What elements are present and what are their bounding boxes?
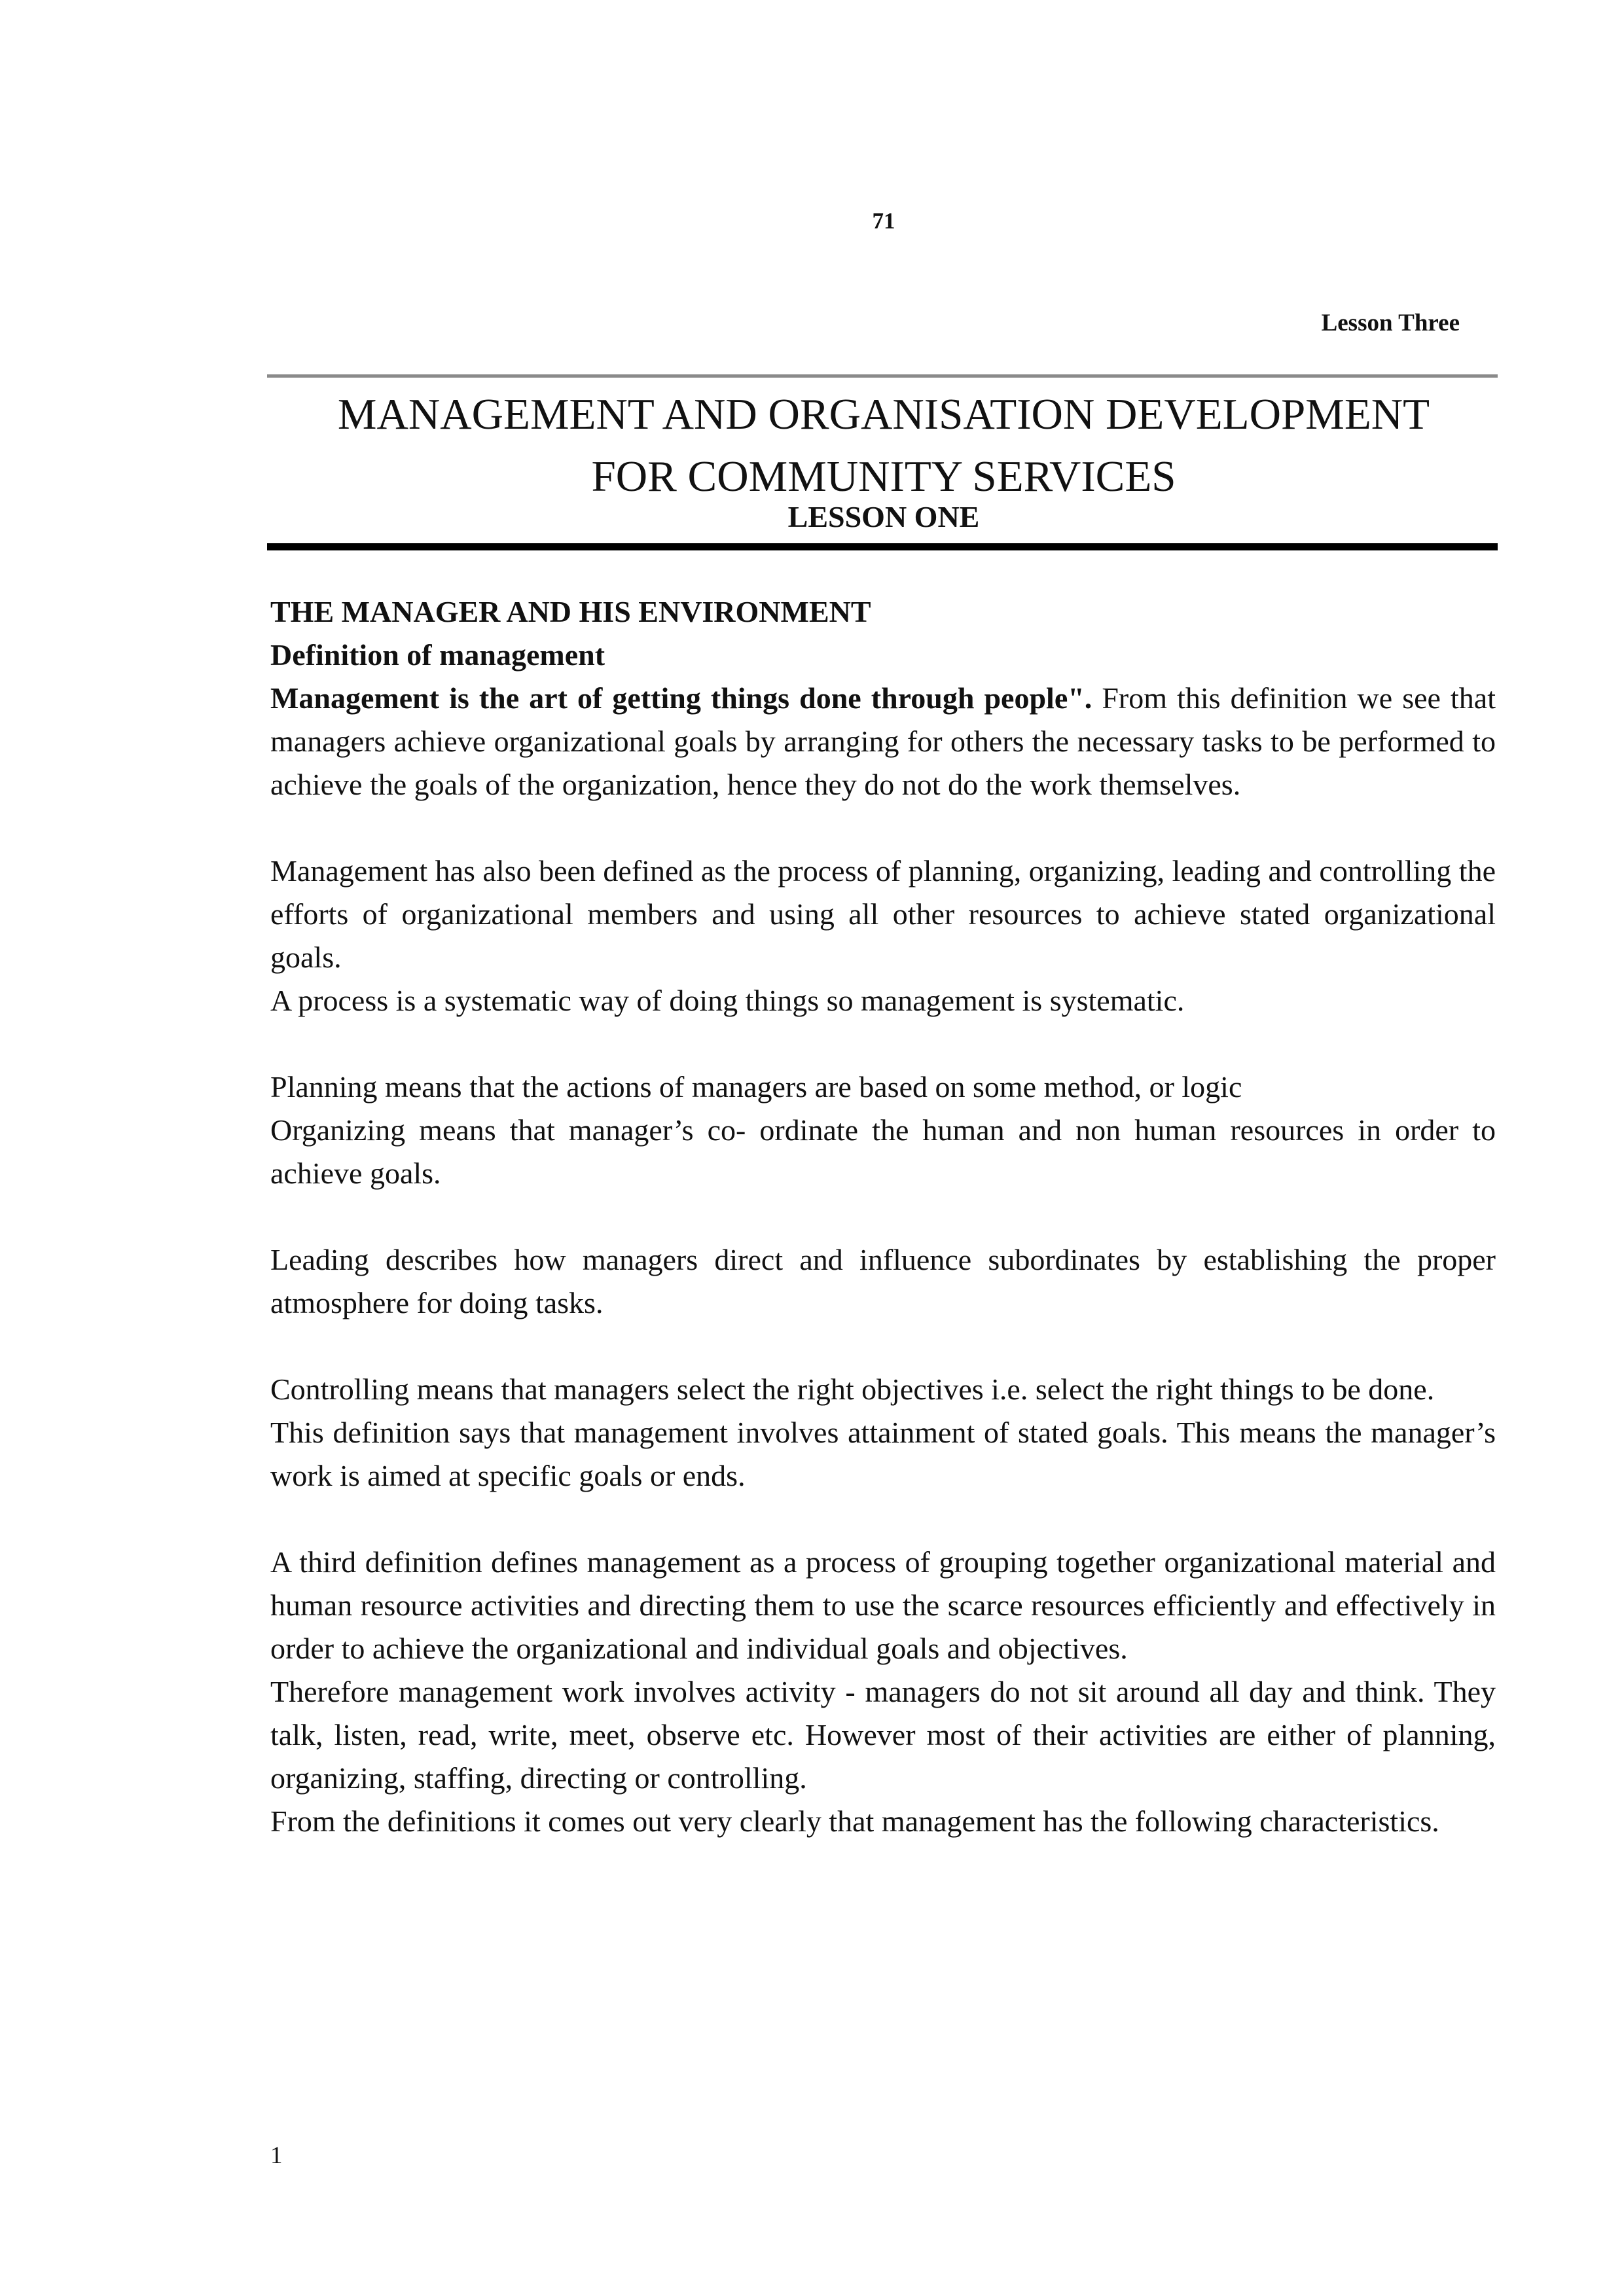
section-subheading: Definition of management	[270, 638, 605, 672]
title-line-1: MANAGEMENT AND ORGANISATION DEVELOPMENT	[337, 390, 1430, 439]
definition-paragraph	[270, 677, 1496, 806]
lesson-label: Lesson Three	[1321, 310, 1460, 336]
paragraph: Organizing means that manager’s co- ordinate the human and non human resources in order to achieve goals.	[270, 1113, 1496, 1190]
definition-rest: From this definition we see that managers achieve organizational goals by arranging for others the necessary tasks to be performed to achieve the goals of the organization, hence they do not do the work themselves.	[270, 681, 1496, 801]
paragraph: From the definitions it comes out very clearly that management has the following characteristics.	[270, 1804, 1439, 1838]
paragraph: Controlling means that managers select the right objectives i.e. select the right things to be done.	[270, 1372, 1435, 1406]
paragraph: A process is a systematic way of doing things so management is systematic.	[270, 984, 1185, 1017]
paragraph: This definition says that management involves attainment of stated goals. This means the manager’s work is aimed at specific goals or ends.	[270, 1416, 1496, 1492]
lesson-subtitle: LESSON ONE	[787, 500, 980, 533]
document-body	[270, 590, 1496, 1843]
paragraph: Planning means that the actions of managers are based on some method, or logic	[270, 1070, 1242, 1103]
section-heading: THE MANAGER AND HIS ENVIRONMENT	[270, 595, 871, 628]
page-number-top: 71	[872, 208, 895, 234]
divider-thick	[267, 543, 1498, 550]
paragraph: Management has also been defined as the process of planning, organizing, leading and controlling the efforts of organizational members and using all other resources to achieve stated organizational goals.	[270, 854, 1496, 974]
page-number-bottom: 1	[270, 2142, 283, 2169]
divider-thin	[267, 374, 1498, 378]
paragraph: A third definition defines management as a process of grouping together organizational material and human resource activities and directing them to use the scarce resources efficiently and effectively in order to achieve the organizational and individual goals and objectives.	[270, 1545, 1496, 1665]
definition-bold: Management is the art of getting things done through people".	[270, 681, 1092, 715]
page-title	[0, 384, 1624, 508]
paragraph: Leading describes how managers direct and influence subordinates by establishing the proper atmosphere for doing tasks.	[270, 1243, 1496, 1319]
paragraph: Therefore management work involves activity - managers do not sit around all day and think. They talk, listen, read, write, meet, observe etc. However most of their activities are either of planning, organizing, staffing, directing or controlling.	[270, 1675, 1496, 1795]
title-line-2: FOR COMMUNITY SERVICES	[591, 452, 1176, 501]
